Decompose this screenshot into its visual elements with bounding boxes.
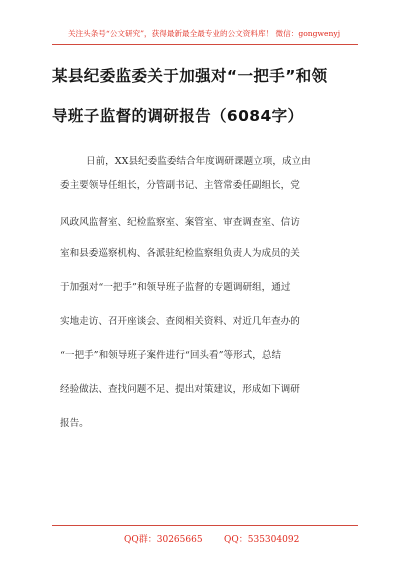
body-line-9: 报告。: [60, 418, 89, 429]
footer-divider: [52, 525, 358, 526]
body-line-2: 委主要领导任组长，分管副书记、主管常委任副组长，党: [60, 180, 300, 191]
document-title-line-1: 某县纪委监委关于加强对“一把手”和领: [52, 67, 328, 85]
body-line-7: “一把手”和领导班子案件进行“回头看”等形式，总结: [60, 350, 282, 361]
header-divider: [52, 44, 358, 45]
body-line-5: 于加强对“一把手”和领导班子监督的专题调研组，通过: [60, 282, 291, 293]
body-line-6: 实地走访、召开座谈会、查阅相关资料、对近几年查办的: [60, 316, 300, 327]
body-line-8: 经验做法、查找问题不足、提出对策建议，形成如下调研: [60, 384, 300, 395]
header-banner: 关注头条号“公文研究”，获得最新最全最专业的公文资料库！ 微信：gongwenyj: [67, 29, 341, 38]
body-line-1: 日前，XX县纪委监委结合年度调研课题立项，成立由: [86, 156, 311, 167]
document-title-line-2: 导班子监督的调研报告（6084字）: [52, 107, 304, 125]
body-line-4: 室和县委巡察机构、各派驻纪检监察组负责人为成员的关: [60, 248, 300, 259]
footer-qq-group: QQ群：30265665: [124, 535, 203, 545]
body-line-3: 风政风监督室、纪检监察室、案管室、审查调查室、信访: [60, 217, 300, 228]
footer-qq-number: QQ：535304092: [224, 535, 300, 545]
